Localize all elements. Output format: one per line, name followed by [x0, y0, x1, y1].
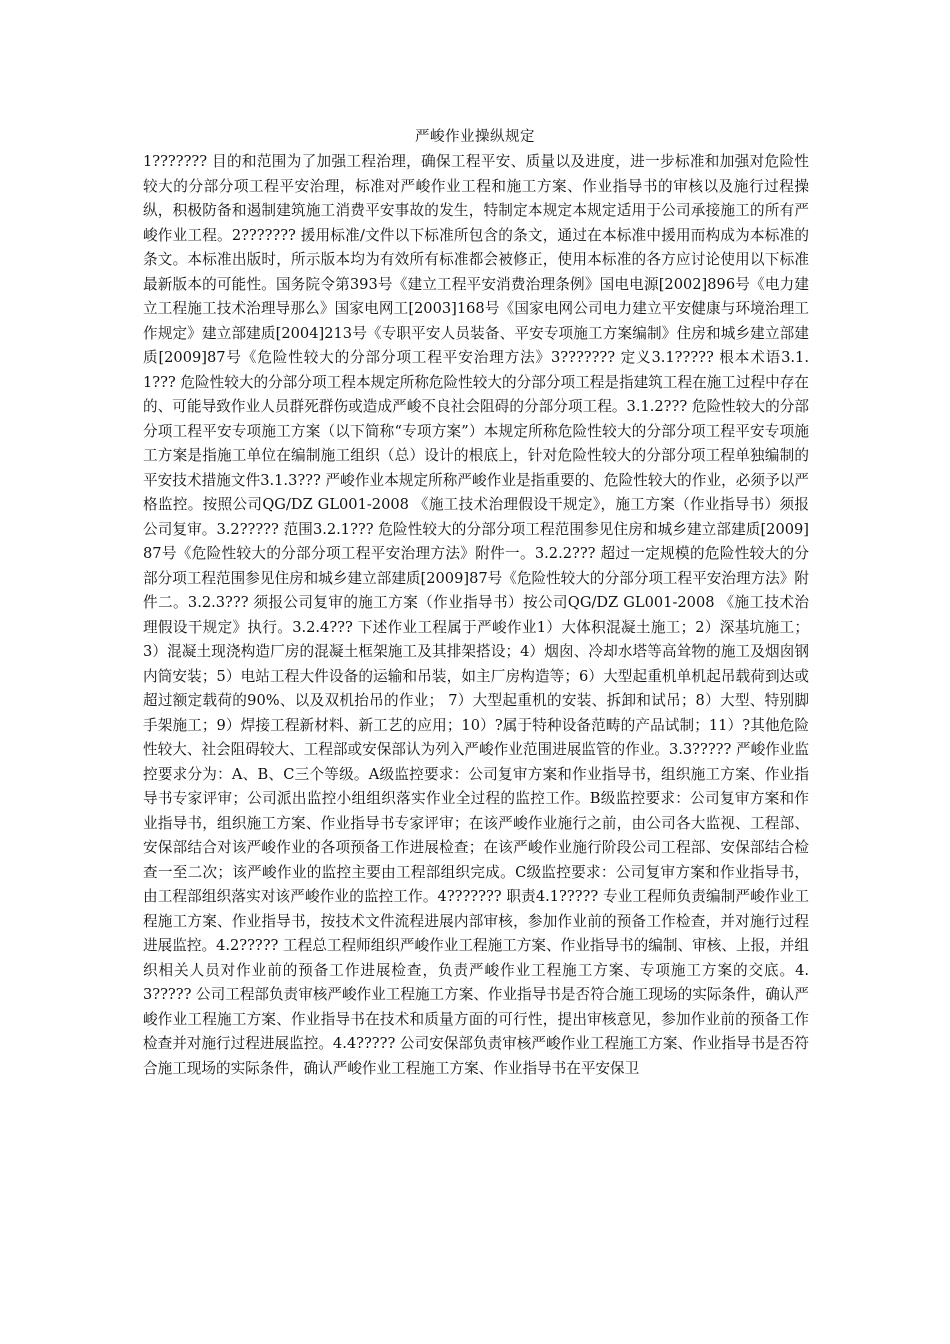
document-body-paragraph: 1??????? 目的和范围为了加强工程治理，确保工程平安、质量以及进度，进一步标准和加强对危险性较大的分部分项工程平安治理，标准对严峻作业工程和施工方案、作业指导书的审核以及施行过程操纵，积极防备和遏制建筑施工消费平安事故的发生，特制定本规定本规定适用于公司承接施工的所有严峻作业工程。2??????? 援用标准/文件以下标准所包含的条文，通过在本标准中援用而构成为本标准的条文。本标准出版时，所示版本均为有效所有标准都会被修正，使用本标准的各方应讨论使用以下标准最新版本的可能性。国务院令第393号《建立工程平安消费治理条例》国电电源[2002]896号《电力建立工程施工技术治理导那么》国家电网工[2003]168号《国家电网公司电力建立平安健康与环境治理工作规定》建立部建质[2004]213号《专职平安人员装备、平安专项施工方案编制》住房和城乡建立部建质[2009]87号《危险性较大的分部分项工程平安治理方法》3??????? 定义3.1????? 根本术语3.1.1??? 危险性较大的分部分项工程本规定所称危险性较大的分部分项工程是指建筑工程在施工过程中存在的、可能导致作业人员群死群伤或造成严峻不良社会阻碍的分部分项工程。3.1.2??? 危险性较大的分部分项工程平安专项施工方案（以下简称“专项方案”）本规定所称危险性较大的分部分项工程平安专项施工方案是指施工单位在编制施工组织（总）设计的根底上，针对危险性较大的分部分项工程单独编制的平安技术措施文件3.1.3??? 严峻作业本规定所称严峻作业是指重要的、危险性较大的作业，必须予以严格监控。按照公司QG/DZ GL001-2008 《施工技术治理假设干规定》，施工方案（作业指导书）须报公司复审。3.2????? 范围3.2.1??? 危险性较大的分部分项工程范围参见住房和城乡建立部建质[2009]87号《危险性较大的分部分项工程平安治理方法》附件一。3.2.2??? 超过一定规模的危险性较大的分部分项工程范围参见住房和城乡建立部建质[2009]87号《危险性较大的分部分项工程平安治理方法》附件二。3.2.3??? 须报公司复审的施工方案（作业指导书）按公司QG/DZ GL001-2008 《施工技术治理假设干规定》执行。3.2.4??? 下述作业工程属于严峻作业1）大体积混凝土施工；2）深基坑施工；3）混凝土现浇构造厂房的混凝土框架施工及其排架搭设；4）烟囱、冷却水塔等高耸物的施工及烟囱钢内筒安装；5）电站工程大件设备的运输和吊装，如主厂房构造等；6）大型起重机单机起吊载荷到达或超过额定载荷的90%、以及双机抬吊的作业； 7）大型起重机的安装、拆卸和试吊；8）大型、特别脚手架施工；9）焊接工程新材料、新工艺的应用；10）?属于特种设备范畴的产品试制；11）?其他危险性较大、社会阻碍较大、工程部或安保部认为列入严峻作业范围进展监管的作业。3.3????? 严峻作业监控要求分为：A、B、C三个等级。A级监控要求：公司复审方案和作业指导书，组织施工方案、作业指导书专家评审；公司派出监控小组组织落实作业全过程的监控工作。B级监控要求：公司复审方案和作业指导书，组织施工方案、作业指导书专家评审；在该严峻作业施行之前，由公司各大监视、工程部、安保部结合对该严峻作业的各项预备工作进展检查；在该严峻作业施行阶段公司工程部、安保部结合检查一至二次；该严峻作业的监控主要由工程部组织完成。C级监控要求：公司复审方案和作业指导书，由工程部组织落实对该严峻作业的监控工作。4??????? 职责4.1????? 专业工程师负责编制严峻作业工程施工方案、作业指导书，按技术文件流程进展内部审核，参加作业前的预备工作检查，并对施行过程进展监控。4.2????? 工程总工程师组织严峻作业工程施工方案、作业指导书的编制、审核、上报，并组织相关人员对作业前的预备工作进展检查，负责严峻作业工程施工方案、专项施工方案的交底。4.3????? 公司工程部负责审核严峻作业工程施工方案、作业指导书是否符合施工现场的实际条件，确认严峻作业工程施工方案、作业指导书在技术和质量方面的可行性，提出审核意见，参加作业前的预备工作检查并对施行过程进展监控。4.4????? 公司安保部负责审核严峻作业工程施工方案、作业指导书是否符合施工现场的实际条件，确认严峻作业工程施工方案、作业指导书在平安保卫: [143, 153, 809, 1077]
document-title: 严峻作业操纵规定: [415, 129, 535, 145]
